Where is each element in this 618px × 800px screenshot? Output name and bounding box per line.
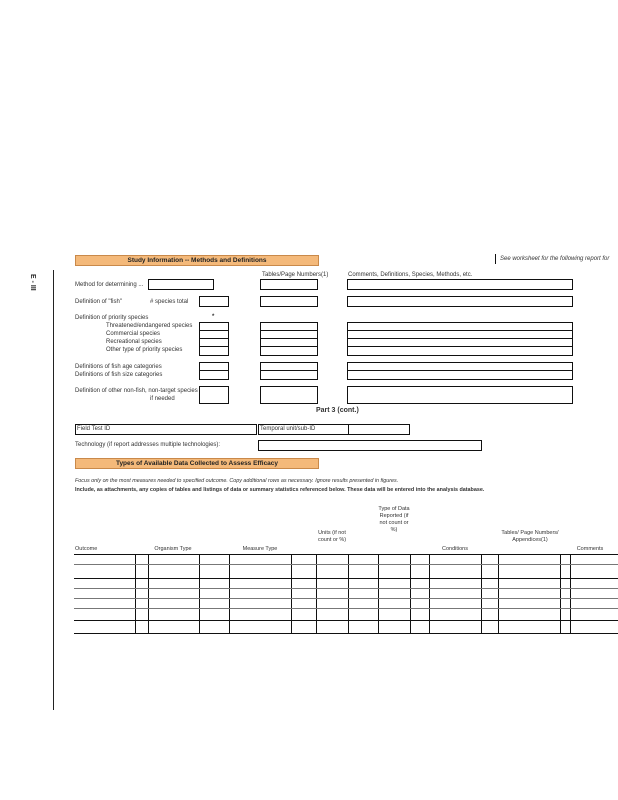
- def-fish-tables-input[interactable]: [260, 296, 318, 307]
- def-fish-comments-input[interactable]: [347, 296, 573, 307]
- priority-tables-grid[interactable]: [260, 322, 318, 356]
- grid-row-line: [74, 608, 618, 609]
- col-tables-header-2: Tables/ Page Numbers/ Appendices(1): [501, 530, 559, 543]
- species-total-input[interactable]: [199, 296, 229, 307]
- categories-grid-line: [199, 370, 229, 371]
- technology-input[interactable]: [258, 440, 482, 451]
- categories-comments-input[interactable]: [347, 362, 573, 380]
- priority-grid-line: [260, 346, 318, 347]
- outcome-column[interactable]: [74, 554, 136, 634]
- comments-column[interactable]: [570, 554, 618, 634]
- priority-grid-line: [199, 338, 229, 339]
- categories-grid-line: [260, 370, 318, 371]
- grid-row-line: [74, 633, 618, 634]
- col-measure-header: Measure Type: [242, 546, 278, 552]
- row-def-fish-label: Definition of "fish": [75, 299, 122, 305]
- nonfish-comments-input[interactable]: [347, 386, 573, 404]
- nonfish-tables-input[interactable]: [260, 386, 318, 404]
- col-comments-header: Comments, Definitions, Species, Methods, etc.: [348, 272, 473, 278]
- categories-tables-input[interactable]: [260, 362, 318, 380]
- col-datatype-header: Type of Data Reported (if not count or %): [378, 506, 410, 533]
- row-commercial-label: Commercial species: [106, 331, 161, 337]
- col-organism-header: Organism Type: [154, 546, 192, 552]
- row-age-categories-label: Definitions of fish age categories: [75, 364, 162, 370]
- grid-row-line: [74, 620, 618, 621]
- categories-input[interactable]: [199, 362, 229, 380]
- col-tables-header: Tables/Page Numbers(1): [262, 272, 329, 278]
- row-size-categories-label: Definitions of fish size categories: [75, 372, 163, 378]
- margin-label: E - III: [29, 274, 36, 291]
- priority-grid-line: [347, 330, 573, 331]
- categories-grid-line: [347, 370, 573, 371]
- col-outcome-header: Outcome: [75, 546, 98, 552]
- tables-column[interactable]: [498, 554, 561, 634]
- method-input[interactable]: [148, 279, 214, 290]
- grid-row-line: [74, 588, 618, 589]
- priority-grid-line: [199, 346, 229, 347]
- part-title: Part 3 (cont.): [316, 407, 359, 414]
- priority-grid-line: [347, 346, 573, 347]
- measure-column[interactable]: [229, 554, 292, 634]
- section1-note: See worksheet for the following report for: [500, 256, 610, 262]
- row-other-nonfish-label: Definition of other non-fish, non-target species: [75, 388, 198, 394]
- technology-label: Technology (if report addresses multiple technologies):: [75, 442, 221, 448]
- row-def-priority-label: Definition of priority species: [75, 315, 149, 321]
- nonfish-input[interactable]: [199, 386, 229, 404]
- grid-row-line: [74, 578, 618, 579]
- grid-row-line: [74, 598, 618, 599]
- priority-grid-line: [260, 338, 318, 339]
- row-threatened-label: Threatened/endangered species: [106, 323, 193, 329]
- temporal-unit-label: Temporal unit/sub-ID: [260, 426, 316, 432]
- row-other-priority-label: Other type of priority species: [106, 347, 183, 353]
- units-column[interactable]: [316, 554, 349, 634]
- priority-comments-grid[interactable]: [347, 322, 573, 356]
- field-test-id-label: Field Test ID: [77, 426, 111, 432]
- grid-row-line: [74, 564, 618, 565]
- priority-grid-line: [260, 330, 318, 331]
- note-divider: [495, 254, 496, 264]
- row-other-nonfish-label-2: if needed: [150, 396, 175, 402]
- margin-rule: [53, 270, 54, 710]
- datatype-column[interactable]: [378, 554, 411, 634]
- priority-grid-line: [199, 330, 229, 331]
- priority-grid-line: [347, 338, 573, 339]
- method-comments-input[interactable]: [347, 279, 573, 290]
- instruction-bold: Include, as attachments, any copies of tables and listings of data or summary statistics referenced below. These data will be entered into the analysis database.: [75, 487, 485, 493]
- priority-asterisk: *: [212, 314, 215, 320]
- organism-column[interactable]: [148, 554, 200, 634]
- instruction-italic: Focus only on the most measures needed to specified outcome. Copy additional rows as necessary. Ignore results presented in figures.: [75, 478, 399, 484]
- species-total-label: # species total: [150, 299, 189, 305]
- temporal-divider: [348, 424, 349, 435]
- row-recreational-label: Recreational species: [106, 339, 162, 345]
- col-units-header: Units (if not count or %): [317, 530, 347, 543]
- grid-row-line: [74, 554, 618, 555]
- col-comments-header-2: Comments: [576, 546, 604, 552]
- row-method-label: Method for determining ...: [75, 282, 144, 288]
- priority-species-grid[interactable]: [199, 322, 229, 356]
- conditions-column[interactable]: [429, 554, 482, 634]
- section2-header: Types of Available Data Collected to Assess Efficacy: [75, 458, 319, 469]
- section1-header: Study Information -- Methods and Definitions: [75, 255, 319, 266]
- method-tables-input[interactable]: [260, 279, 318, 290]
- col-conditions-header: Conditions: [442, 546, 468, 552]
